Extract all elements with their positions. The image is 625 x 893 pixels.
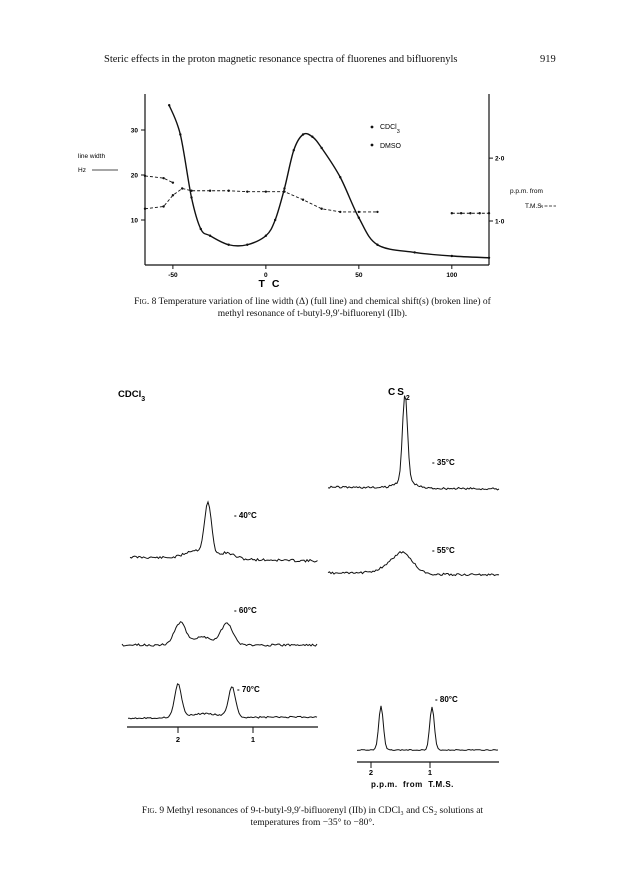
figure-9-spectra bbox=[0, 375, 625, 790]
data-point bbox=[488, 212, 490, 214]
temp-label-cs2-minus80: - 80°C bbox=[435, 695, 458, 704]
data-point bbox=[200, 228, 202, 230]
data-point bbox=[283, 190, 285, 192]
page-number: 919 bbox=[540, 54, 556, 65]
x-tick-label: 0 bbox=[264, 272, 268, 279]
solvent-label-cdcl3: CDCl$_3$ bbox=[118, 389, 146, 403]
solvent-label-cs2: $CS_2$ bbox=[388, 387, 412, 402]
ppm-scale-cdcl3-label-1: 1 bbox=[250, 735, 256, 744]
y-tick-label: 20 bbox=[130, 172, 138, 180]
figure-9-label: Fig. 9 bbox=[141, 806, 165, 816]
data-point bbox=[451, 255, 453, 257]
figure-8-caption-line2: methyl resonance of t-butyl-9,9′-bifluorenyl (IIb). bbox=[217, 309, 408, 319]
running-title: Steric effects in the proton magnetic resonance spectra of fluorenes and bifluorenyls bbox=[104, 54, 458, 65]
ppm-scale-cs2-label-2: 2 bbox=[368, 768, 374, 777]
spectrum-cdcl3-minus40 bbox=[130, 502, 318, 562]
running-head bbox=[0, 54, 625, 70]
data-point bbox=[227, 190, 229, 192]
data-point bbox=[460, 212, 462, 214]
data-point bbox=[283, 187, 285, 189]
chemical-shift-curve-1 bbox=[145, 189, 377, 212]
x-ticks bbox=[168, 265, 457, 279]
data-point bbox=[190, 196, 192, 198]
figure-8-label: Fig. 8 bbox=[134, 297, 157, 307]
data-point bbox=[168, 104, 170, 106]
y-tick-label: 10 bbox=[130, 217, 138, 225]
data-point bbox=[181, 187, 183, 189]
x-tick-label: -50 bbox=[168, 272, 178, 279]
spectrum-cdcl3-minus60 bbox=[122, 622, 317, 646]
data-point bbox=[479, 212, 481, 214]
figure-8-caption bbox=[60, 296, 565, 320]
y2-tick-label: 1·0 bbox=[495, 218, 505, 226]
temp-label-cs2-minus55: - 55°C bbox=[432, 546, 455, 555]
right-axis-label-line1: p.p.m. from bbox=[510, 188, 543, 195]
data-point bbox=[246, 190, 248, 192]
figure-8-caption-line1: Temperature variation of line width (Δ) (full line) and chemical shift(s) (broken line) of bbox=[158, 297, 491, 307]
temp-label-cdcl3-minus60: - 60°C bbox=[234, 606, 257, 615]
data-point bbox=[320, 208, 322, 210]
data-point bbox=[488, 257, 490, 259]
data-point bbox=[358, 211, 360, 213]
data-point bbox=[358, 217, 360, 219]
line-width-curve bbox=[169, 105, 489, 258]
series-group bbox=[144, 104, 490, 259]
x-tick-label: 100 bbox=[446, 272, 458, 279]
y2-tick-label: 2·0 bbox=[495, 155, 505, 163]
chemical-shift-curve-2 bbox=[145, 176, 173, 183]
data-point bbox=[320, 147, 322, 149]
ppm-scale-cs2-label-1: 1 bbox=[427, 768, 433, 777]
figure-8-chart bbox=[0, 80, 625, 295]
data-point bbox=[162, 177, 164, 179]
temp-label-cdcl3-minus40: - 40°C bbox=[234, 511, 257, 520]
data-point bbox=[227, 244, 229, 246]
figure-9-caption-line2: temperatures from −35° to −80°. bbox=[250, 818, 375, 828]
data-point bbox=[162, 205, 164, 207]
figure-9-caption bbox=[60, 805, 565, 829]
data-point bbox=[302, 133, 304, 135]
data-point bbox=[179, 133, 181, 135]
legend-label-cdcl3: CDCl$_3$ bbox=[380, 124, 400, 135]
data-point bbox=[339, 211, 341, 213]
data-point bbox=[293, 149, 295, 151]
data-point bbox=[265, 190, 267, 192]
data-point bbox=[209, 190, 211, 192]
ppm-scale-cs2-label: p.p.m. from T.M.S. bbox=[371, 780, 454, 789]
data-point bbox=[376, 211, 378, 213]
data-point bbox=[172, 181, 174, 183]
y2-ticks bbox=[489, 156, 505, 226]
data-point bbox=[246, 244, 248, 246]
spectrum-cs2-minus80 bbox=[357, 706, 498, 751]
left-axis-label-line1: line width bbox=[78, 153, 106, 160]
spectrum-cdcl3-minus70 bbox=[128, 684, 317, 719]
data-point bbox=[209, 235, 211, 237]
right-axis-label-line2: T.M.S. bbox=[525, 203, 544, 210]
data-point bbox=[469, 212, 471, 214]
spectrum-cs2-minus35 bbox=[328, 396, 499, 490]
data-point bbox=[190, 190, 192, 192]
ppm-scale-cdcl3-label-2: 2 bbox=[175, 735, 181, 744]
data-point bbox=[302, 199, 304, 201]
data-point bbox=[451, 212, 453, 214]
x-tick-label: 50 bbox=[355, 272, 363, 279]
x-axis-label: T C bbox=[258, 278, 282, 290]
legend-marker-dmso bbox=[371, 144, 374, 147]
data-point bbox=[376, 244, 378, 246]
legend-label-dmso: DMSO bbox=[380, 143, 401, 150]
temp-label-cdcl3-minus70: - 70°C bbox=[237, 685, 260, 694]
data-point bbox=[144, 175, 146, 177]
y-tick-label: 30 bbox=[130, 127, 138, 135]
spectrum-cs2-minus55 bbox=[328, 552, 499, 576]
left-axis-label-line2: Hz bbox=[78, 167, 86, 174]
data-point bbox=[274, 219, 276, 221]
y-ticks bbox=[131, 128, 145, 225]
temp-label-cs2-minus35: - 35°C bbox=[432, 458, 455, 467]
figure-9-caption-line1: Methyl resonances of 9-t-butyl-9,9′-bifluorenyl (IIb) in CDCl₃ and CS₂ solutions at bbox=[166, 806, 484, 816]
data-point bbox=[144, 208, 146, 210]
data-point bbox=[172, 194, 174, 196]
data-point bbox=[311, 136, 313, 138]
legend bbox=[371, 124, 402, 150]
data-point bbox=[413, 251, 415, 253]
data-point bbox=[339, 176, 341, 178]
data-point bbox=[265, 235, 267, 237]
legend-marker-cdcl3 bbox=[371, 126, 374, 129]
